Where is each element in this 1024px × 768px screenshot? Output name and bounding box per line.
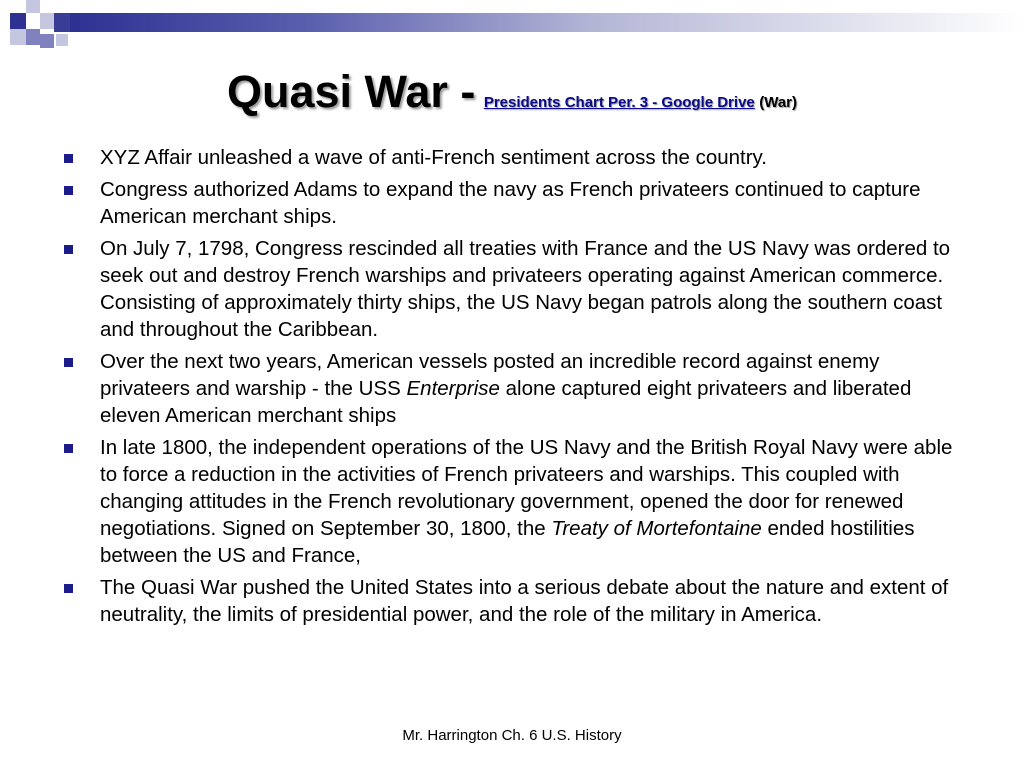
bullet-item	[62, 176, 972, 230]
bullet-square-icon	[64, 358, 73, 367]
bullet-text: ended hostilities between the US and France,	[100, 517, 915, 567]
header-decoration	[0, 0, 1024, 60]
bullet-text: Congress authorized Adams to expand the navy as French privateers continued to capture American merchant ships.	[100, 178, 921, 228]
bullet-text: alone captured eight privateers and liberated eleven American merchant ships	[100, 377, 912, 427]
bullet-text: XYZ Affair unleashed a wave of anti-French sentiment across the country.	[100, 146, 767, 169]
bullet-text: In late 1800, the independent operations of the US Navy and the British Royal Navy were able to force a reduction in the activities of French privateers and warships. This coupled with changing attitudes in the French revolutionary government, opened the door for renewed negotiations. Signed on September 30, 1800, the	[100, 436, 953, 540]
bullet-item	[62, 574, 972, 628]
bullet-square-icon	[64, 154, 73, 163]
deco-square	[54, 13, 70, 32]
bullet-item	[62, 348, 972, 429]
bullet-text: The Quasi War pushed the United States into a serious debate about the nature and extent of neutrality, the limits of presidential power, and the role of the military in America.	[100, 576, 949, 626]
bullet-item	[62, 144, 972, 171]
bullet-square-icon	[64, 245, 73, 254]
bullet-text: On July 7, 1798, Congress rescinded all treaties with France and the US Navy was ordered to seek out and destroy French warships and privateers operating against American commerce. Consisting of approximately thirty ships, the US Navy began patrols along the southern coast and throughout the Caribbean.	[100, 237, 951, 341]
deco-square	[10, 29, 26, 45]
bullet-italic-text: Enterprise	[406, 377, 500, 400]
deco-square	[40, 34, 54, 48]
deco-square	[26, 29, 40, 45]
bullet-italic-text: Treaty of Mortefontaine	[551, 517, 762, 540]
bullet-list	[62, 144, 972, 633]
bullet-text: Over the next two years, American vessels posted an incredible record against enemy privateers and warship - the USS	[100, 350, 880, 400]
deco-square	[26, 0, 40, 13]
bullet-square-icon	[64, 186, 73, 195]
footer-text: Mr. Harrington Ch. 6 U.S. History	[402, 727, 622, 744]
bullet-square-icon	[64, 444, 73, 453]
slide-title	[0, 66, 1024, 118]
bullet-item	[62, 235, 972, 343]
title-suffix: (War)	[759, 94, 797, 111]
deco-square	[10, 13, 26, 29]
deco-square	[40, 13, 54, 29]
bullet-item	[62, 434, 972, 569]
header-gradient-band	[70, 13, 1024, 32]
deco-square	[56, 34, 68, 46]
presidents-chart-link[interactable]: Presidents Chart Per. 3 - Google Drive	[483, 94, 755, 111]
title-text: Quasi War -	[226, 66, 476, 117]
bullet-square-icon	[64, 584, 73, 593]
